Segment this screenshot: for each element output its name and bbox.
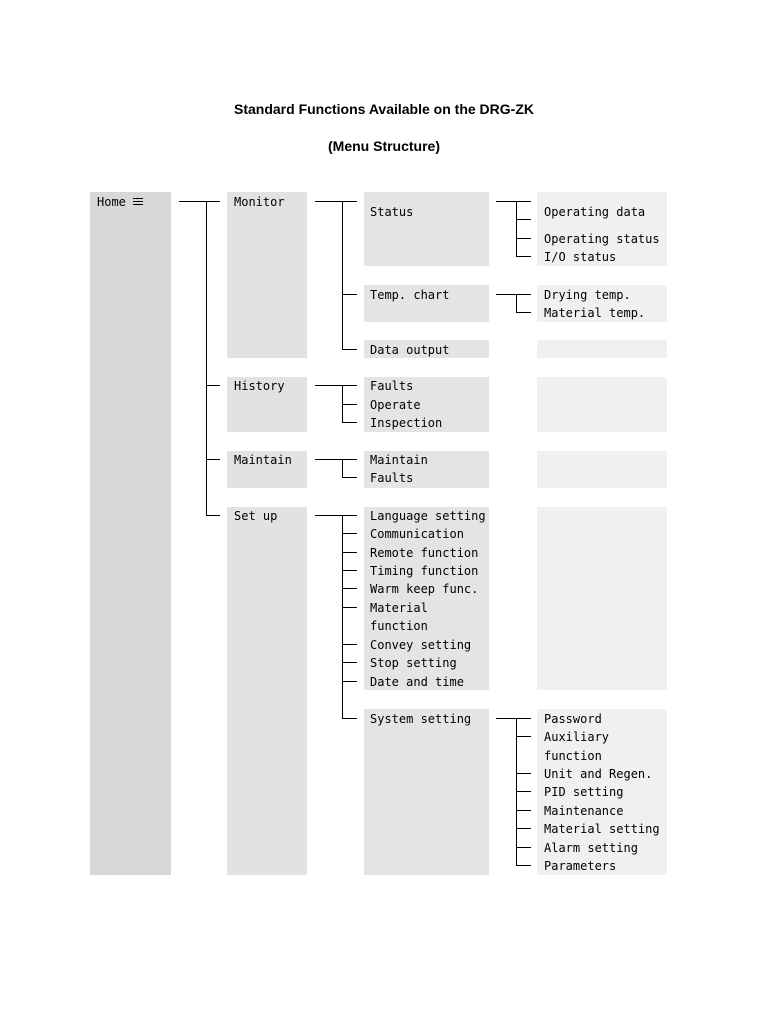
status-item: I/O status bbox=[544, 250, 617, 264]
temp-chart-label: Temp. chart bbox=[370, 288, 450, 302]
system-setting-item: Material setting bbox=[544, 822, 660, 836]
setup-item: Warm keep func. bbox=[370, 582, 479, 596]
system-setting-item: Auxiliary bbox=[544, 730, 610, 744]
page-subtitle: (Menu Structure) bbox=[328, 138, 440, 154]
setup-item: Timing function bbox=[370, 564, 479, 578]
maintain-label: Maintain bbox=[234, 453, 292, 467]
setup-item: Stop setting bbox=[370, 656, 457, 670]
monitor-label: Monitor bbox=[234, 195, 285, 209]
setup-item: function bbox=[370, 619, 428, 633]
history-item: Inspection bbox=[370, 416, 443, 430]
history-item: Faults bbox=[370, 379, 414, 393]
setup-item: Convey setting bbox=[370, 638, 472, 652]
system-setting-item: Unit and Regen. bbox=[544, 767, 653, 781]
status-item: Operating status bbox=[544, 232, 660, 246]
home-label: Home bbox=[97, 195, 126, 209]
system-setting-item: Password bbox=[544, 712, 602, 726]
data-output-label: Data output bbox=[370, 343, 450, 357]
hamburger-menu-icon bbox=[133, 197, 143, 206]
setup-item: Material bbox=[370, 601, 428, 615]
temp-item: Drying temp. bbox=[544, 288, 631, 302]
status-item: Operating data bbox=[544, 205, 646, 219]
page-title: Standard Functions Available on the DRG-ZK bbox=[234, 101, 534, 117]
temp-item: Material temp. bbox=[544, 306, 646, 320]
setup-label: Set up bbox=[234, 509, 278, 523]
system-setting-item: Maintenance bbox=[544, 804, 624, 818]
setup-item: Remote function bbox=[370, 546, 479, 560]
maintain-item: Faults bbox=[370, 471, 414, 485]
setup-item: Communication bbox=[370, 527, 464, 541]
system-setting-item: Alarm setting bbox=[544, 841, 638, 855]
setup-item: Language setting bbox=[370, 509, 486, 523]
maintain-item: Maintain bbox=[370, 453, 428, 467]
system-setting-item: Parameters bbox=[544, 859, 617, 873]
history-label: History bbox=[234, 379, 285, 393]
system-setting-label: System setting bbox=[370, 712, 472, 726]
history-item: Operate bbox=[370, 398, 421, 412]
status-label: Status bbox=[370, 205, 414, 219]
system-setting-item: function bbox=[544, 749, 602, 763]
system-setting-item: PID setting bbox=[544, 785, 624, 799]
setup-item: Date and time bbox=[370, 675, 464, 689]
